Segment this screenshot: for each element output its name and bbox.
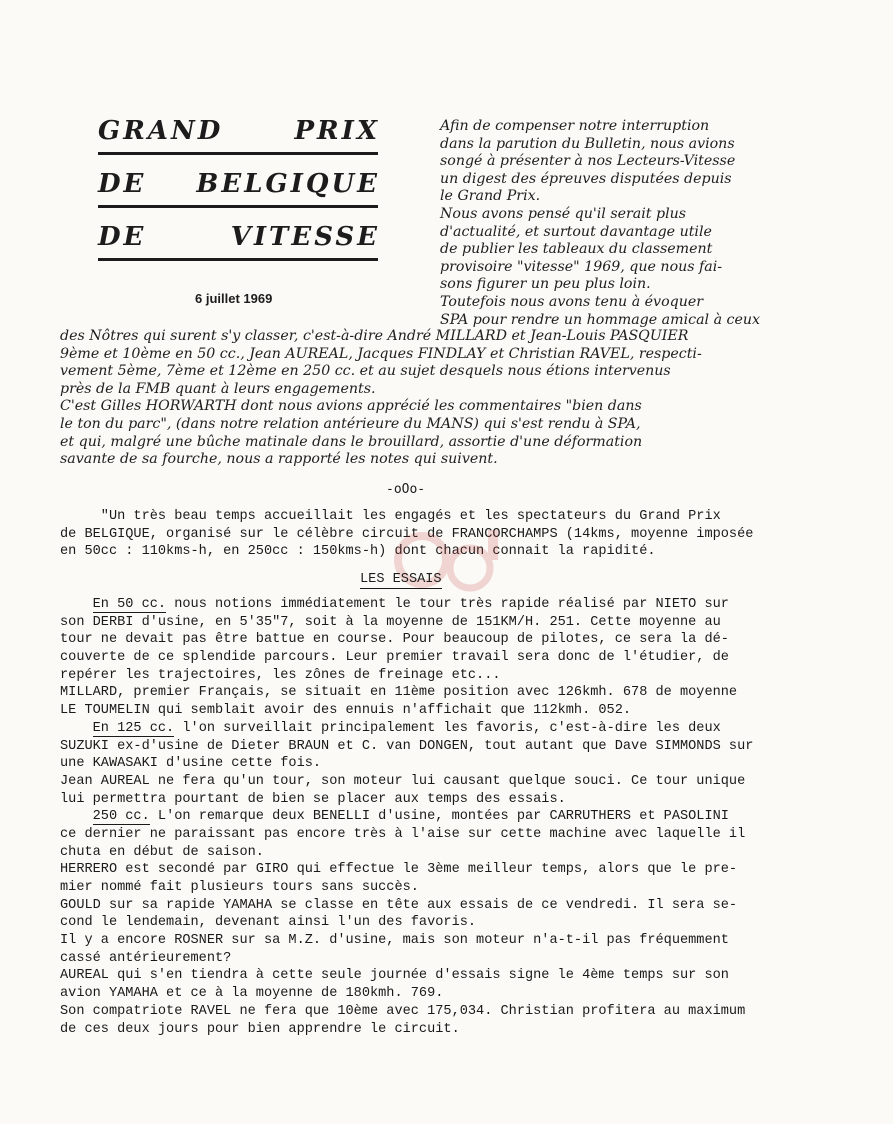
text-line: L'on remarque deux BENELLI d'usine, montées par CARRUTHERS et PASOLINI — [149, 809, 729, 825]
class-125cc-label: En 125 cc. — [92, 720, 175, 736]
text-line: avion YAMAHA et ce à la moyenne de 180kmh. 769. — [60, 986, 444, 1002]
text-line: Toutefois nous avons tenu à évoquer — [440, 293, 704, 310]
text-line: repérer les trajectoires, les zônes de freinage etc... — [60, 667, 501, 683]
text-line: SUZUKI ex-d'usine de Dieter BRAUN et C. van DONGEN, tout autant que Dave SIMMONDS sur — [60, 738, 754, 754]
text-line: savante de sa fourche, nous a rapporté les notes qui suivent. — [60, 451, 498, 468]
text-line: d'actualité, et surtout davantage utile — [440, 223, 712, 240]
title-line-2 — [98, 165, 380, 205]
title-word: DE — [98, 222, 147, 252]
text-line: LE TOUMELIN qui semblait avoir des ennuis n'affichait que 112kmh. 052. — [60, 703, 632, 719]
text-line: couverte de ce splendide parcours. Leur premier travail sera donc de l'étudier, de — [60, 650, 729, 666]
text-line: en 50cc : 110kms-h, en 250cc : 150kms-h) dont chacun connait la rapidité. — [60, 544, 656, 560]
text-line: GOULD sur sa rapide YAMAHA se classe en tête aux essais de ce vendredi. Il sera se- — [60, 897, 738, 913]
title-line-1 — [98, 112, 380, 152]
text-line: l'on surveillait principalement les favoris, c'est-à-dire les deux — [174, 720, 721, 736]
title-word: PRIX — [294, 116, 380, 146]
event-date: 6 juillet 1969 — [195, 291, 273, 306]
text-line: de BELGIQUE, organisé sur le célèbre circuit de FRANCORCHAMPS (14kms, moyenne imposée — [60, 526, 754, 542]
text-line: songé à présenter à nos Lecteurs-Vitesse — [440, 153, 736, 170]
title-word: BELGIQUE — [196, 169, 380, 199]
title-word: GRAND — [98, 116, 224, 146]
text-line: AUREAL qui s'en tiendra à cette seule journée d'essais signe le 4ème temps sur son — [60, 968, 729, 984]
title-rule — [98, 258, 378, 261]
essais-body — [60, 596, 753, 1038]
title-block — [98, 112, 380, 261]
paragraph-125cc-first-line — [60, 720, 753, 738]
paragraph-50cc-first-line — [60, 596, 753, 614]
text-line: nous notions immédiatement le tour très rapide réalisé par NIETO sur — [166, 597, 729, 612]
section-separator: -oOo- — [386, 482, 426, 497]
intro-paragraph-right — [440, 118, 760, 329]
text-line: de ces deux jours pour bien apprendre le circuit. — [60, 1021, 460, 1037]
text-line: des Nôtres qui surent s'y classer, c'est-à-dire André MILLARD et Jean-Louis PASQUIER — [60, 328, 689, 344]
title-line-3 — [98, 218, 380, 258]
text-line: un digest des épreuves disputées depuis — [440, 170, 732, 187]
class-50cc-label: En 50 cc. — [92, 597, 167, 612]
text-line: C'est Gilles HORWARTH dont nous avions apprécié les commentaires "bien dans — [60, 398, 642, 415]
title-word: DE — [98, 169, 147, 199]
text-line: tour ne devait pas être battue en course. Pour beaucoup de pilotes, ce sera la dé- — [60, 632, 729, 648]
text-line: lui permettra pourtant de bien se placer aux temps des essais. — [60, 791, 566, 807]
intro-paragraph-full — [60, 328, 702, 469]
text-line: ce dernier ne paraissant pas encore très à l'aise sur cette machine avec laquelle il — [60, 826, 746, 842]
text-line: 9ème et 10ème en 50 cc., Jean AUREAL, Jacques FINDLAY et Christian RAVEL, respecti- — [60, 345, 702, 362]
title-word: VITESSE — [230, 222, 380, 252]
text-line: Son compatriote RAVEL ne fera que 10ème avec 175,034. Christian profitera au maximum — [60, 1003, 746, 1019]
text-line: de publier les tableaux du classement — [440, 241, 713, 258]
text-line: et qui, malgré une bûche matinale dans le brouillard, assortie d'une déformation — [60, 433, 643, 450]
essais-heading: LES ESSAIS — [360, 572, 442, 587]
text-line: dans la parution du Bulletin, nous avions — [440, 135, 735, 152]
text-line: Il y a encore ROSNER sur sa M.Z. d'usine, mais son moteur n'a-t-il pas fréquemment — [60, 933, 729, 949]
text-line: le ton du parc", (dans notre relation antérieure du MANS) qui s'est rendu à SPA, — [60, 415, 641, 432]
text-line: SPA pour rendre un hommage amical à ceux — [440, 311, 761, 328]
title-rule — [98, 152, 378, 155]
text-line: près de la FMB quant à leurs engagements. — [60, 380, 376, 397]
paragraph-250cc-first-line — [60, 808, 753, 826]
text-line: Jean AUREAL ne fera qu'un tour, son moteur lui causant quelque souci. Ce tour unique — [60, 773, 746, 789]
text-line: provisoire "vitesse" 1969, que nous fai- — [440, 258, 723, 275]
title-rule — [98, 205, 378, 208]
text-line: cassé antérieurement? — [60, 950, 232, 966]
text-line: le Grand Prix. — [440, 188, 541, 205]
class-250cc-label: 250 cc. — [92, 809, 150, 825]
text-line: cond le lendemain, devenant ainsi l'un des favoris. — [60, 915, 477, 931]
text-line: MILLARD, premier Français, se situait en 11ème position avec 126kmh. 678 de moyenne — [60, 685, 738, 701]
text-line: mier nommé fait plusieurs tours sans succès. — [60, 880, 419, 895]
text-line: Nous avons pensé qu'il serait plus — [440, 205, 687, 222]
text-line: "Un très beau temps accueillait les engagés et les spectateurs du Grand Prix — [60, 509, 721, 524]
text-line: vement 5ème, 7ème et 12ème en 250 cc. et au sujet desquels nous étions intervenus — [60, 363, 671, 380]
text-line: HERRERO est secondé par GIRO qui effectue le 3ème meilleur temps, alors que le pre- — [60, 862, 738, 878]
text-line: Afin de compenser notre interruption — [440, 118, 710, 134]
text-line: chuta en début de saison. — [60, 844, 264, 860]
text-line: sons figurer un peu plus loin. — [440, 276, 651, 293]
text-line: son DERBI d'usine, en 5'35"7, soit à la moyenne de 151KM/H. 251. Cette moyenne au — [60, 614, 721, 630]
text-line: une KAWASAKI d'usine cette fois. — [60, 756, 322, 772]
